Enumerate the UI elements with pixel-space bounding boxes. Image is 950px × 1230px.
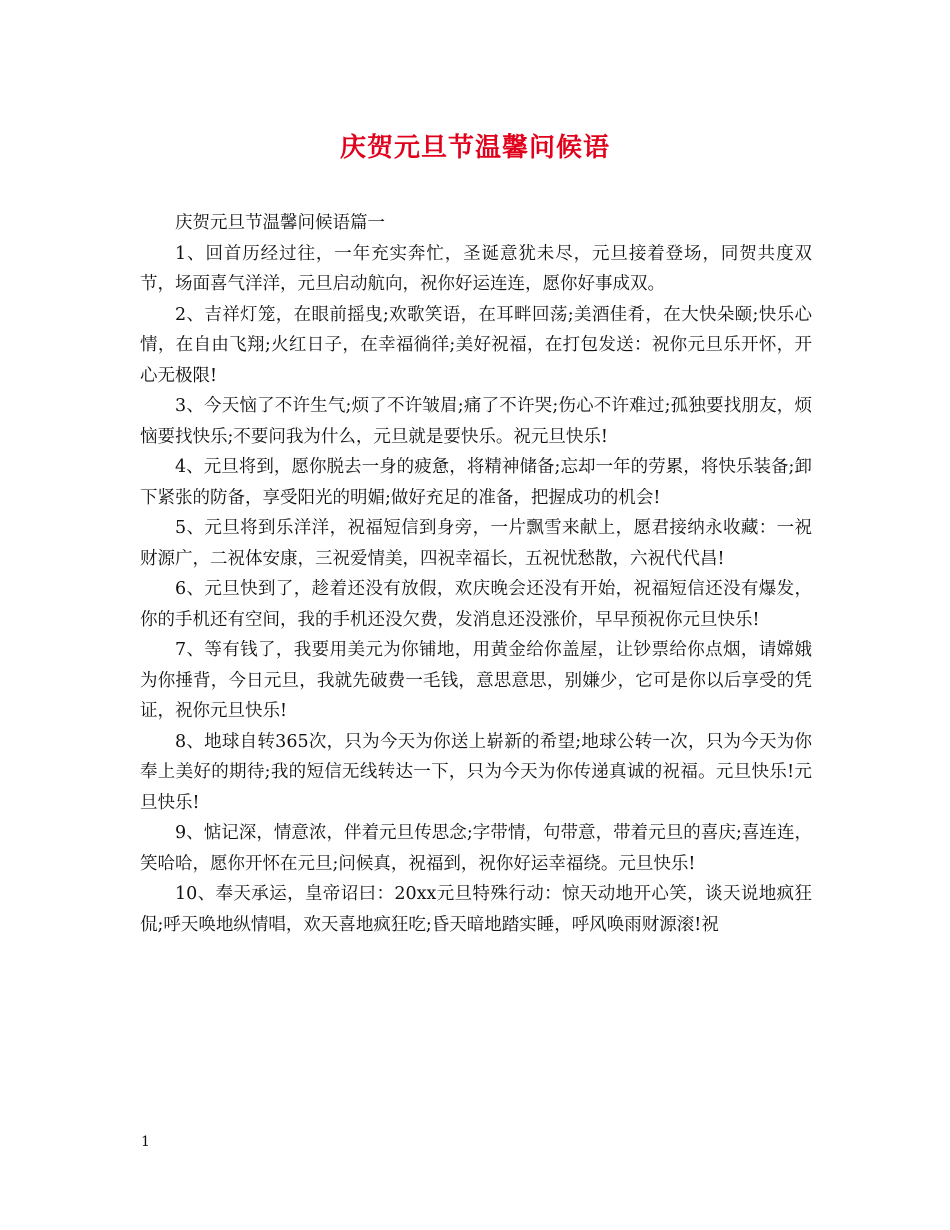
- paragraph: 4、元旦将到，愿你脱去一身的疲惫，将精神储备;忘却一年的劳累，将快乐装备;卸下紧张的防备，享受阳光的明媚;做好充足的准备，把握成功的机会!: [140, 457, 812, 508]
- paragraph: 3、今天恼了不许生气;烦了不许皱眉;痛了不许哭;伤心不许难过;孤独要找朋友，烦恼要找快乐;不要问我为什么，元旦就是要快乐。祝元旦快乐!: [140, 396, 812, 447]
- page-number: 1: [141, 1134, 150, 1150]
- paragraph: 9、惦记深，情意浓，伴着元旦传思念;字带情，句带意，带着元旦的喜庆;喜连连，笑哈哈，愿你开怀在元旦;问候真，祝福到，祝你好运幸福绕。元旦快乐!: [140, 823, 812, 874]
- paragraph: 10、奉天承运，皇帝诏曰：20xx元旦特殊行动：惊天动地开心笑，谈天说地疯狂侃;呼天唤地纵情唱，欢天喜地疯狂吃;昏天暗地踏实睡，呼风唤雨财源滚!祝: [140, 884, 812, 935]
- document-body: [140, 208, 812, 940]
- paragraph: 5、元旦将到乐洋洋，祝福短信到身旁，一片飘雪来献上，愿君接纳永收藏：一祝财源广，二祝体安康，三祝爱情美，四祝幸福长，五祝忧愁散，六祝代代昌!: [140, 518, 812, 569]
- section-heading: 庆贺元旦节温馨问候语篇一: [175, 213, 385, 233]
- paragraph: 7、等有钱了，我要用美元为你铺地，用黄金给你盖屋，让钞票给你点烟，请嫦娥为你捶背，今日元旦，我就先破费一毛钱，意思意思，别嫌少，它可是你以后享受的凭证，祝你元旦快乐!: [140, 640, 812, 721]
- paragraph: 6、元旦快到了，趁着还没有放假，欢庆晚会还没有开始，祝福短信还没有爆发，你的手机还有空间，我的手机还没欠费，发消息还没涨价，早早预祝你元旦快乐!: [140, 579, 812, 630]
- paragraph: 8、地球自转365次，只为今天为你送上崭新的希望;地球公转一次，只为今天为你奉上美好的期待;我的短信无线转达一下，只为今天为你传递真诚的祝福。元旦快乐!元旦快乐!: [140, 731, 812, 813]
- document-title: 庆贺元旦节温馨问候语: [339, 133, 610, 163]
- paragraph: 1、回首历经过往，一年充实奔忙，圣诞意犹未尽，元旦接着登场，同贺共度双节，场面喜气洋洋，元旦启动航向，祝你好运连连，愿你好事成双。: [140, 243, 812, 294]
- paragraph: 2、吉祥灯笼，在眼前摇曳;欢歌笑语，在耳畔回荡;美酒佳肴，在大快朵颐;快乐心情，在自由飞翔;火红日子，在幸福徜徉;美好祝福，在打包发送：祝你元旦乐开怀，开心无极限!: [140, 304, 812, 386]
